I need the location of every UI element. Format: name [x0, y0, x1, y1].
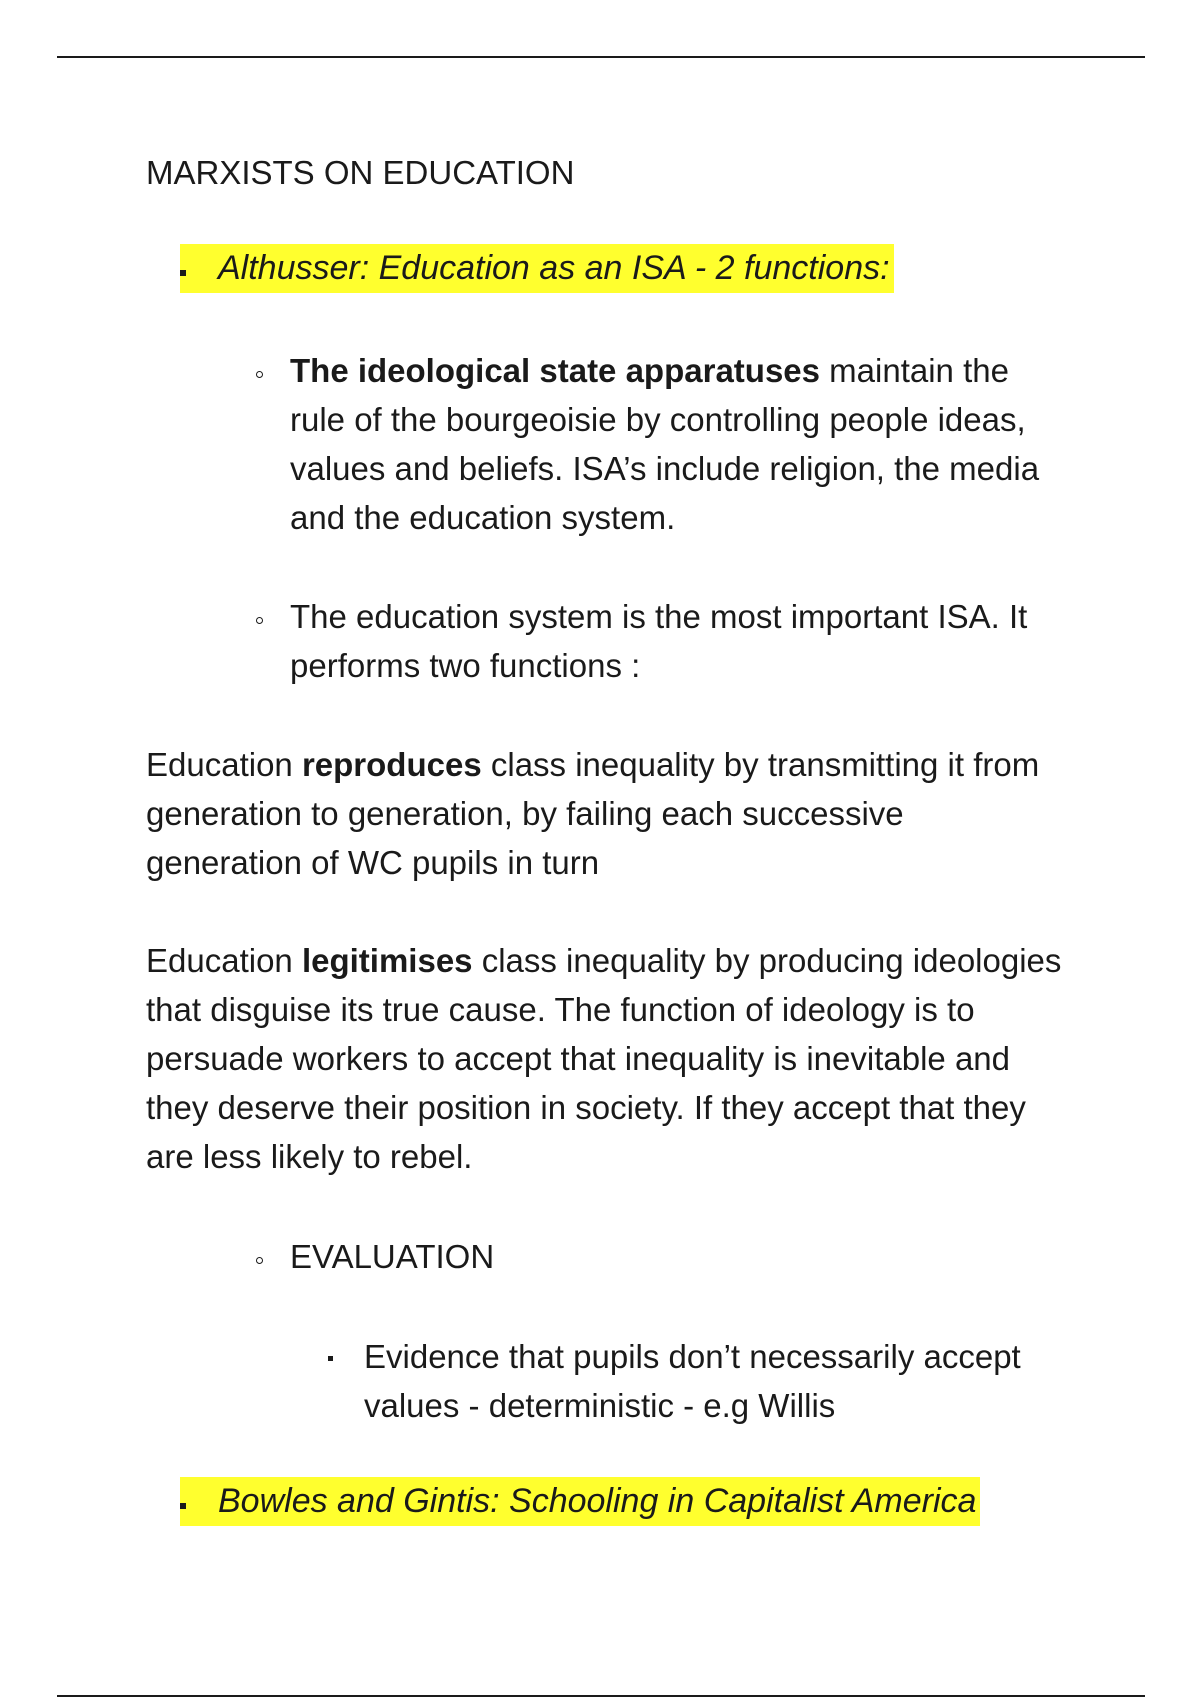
bowles-heading: Bowles and Gintis: Schooling in Capitalist America: [218, 1477, 980, 1526]
isa-list-item: [256, 346, 1056, 542]
square-bullet-icon: [180, 1503, 186, 1509]
evaluation-point-text: Evidence that pupils don’t necessarily accept values - deterministic - e.g Willis: [364, 1338, 1021, 1424]
legitimises-bold: legitimises: [301, 942, 473, 979]
althusser-heading: Althusser: Education as an ISA - 2 functions:: [218, 244, 894, 293]
reproduces-paragraph: [146, 740, 1066, 887]
bullet-marker: [328, 1332, 364, 1381]
evaluation-label: EVALUATION: [290, 1238, 495, 1275]
isa-point-bold: The ideological state apparatuses: [290, 352, 820, 389]
circle-bullet-icon: [256, 1257, 263, 1264]
bullet-marker: [180, 244, 218, 293]
evaluation-point-item: [328, 1332, 1048, 1430]
legitimises-paragraph: [146, 936, 1066, 1181]
page-title: MARXISTS ON EDUCATION: [146, 154, 575, 191]
education-point-text: The education system is the most important ISA. It performs two functions :: [290, 598, 1028, 684]
althusser-heading-item: [180, 244, 894, 293]
bottom-divider: [57, 1695, 1145, 1697]
bullet-marker: [256, 1232, 290, 1281]
education-list-item: [256, 592, 1056, 690]
reproduces-post: class inequality by transmitting it from generation to generation, by failing each successive generation of WC pupils in turn: [146, 746, 1040, 881]
isa-point-text: [290, 346, 1056, 542]
top-divider: [57, 56, 1145, 58]
bullet-marker: [256, 346, 290, 395]
bowles-heading-item: [180, 1477, 980, 1526]
isa-point-rest: maintain the rule of the bourgeoisie by controlling people ideas, values and beliefs. ISA’s include religion, the media and the education system.: [290, 352, 1040, 536]
circle-bullet-icon: [256, 617, 263, 624]
bullet-marker: [256, 592, 290, 641]
bullet-marker: [180, 1477, 218, 1526]
square-bullet-icon: [180, 270, 186, 276]
legitimises-post: class inequality by producing ideologies that disguise its true cause. The function of ideology is to persuade workers to accept that inequality is inevitable and they deserve their position in society. If they accept that they are less likely to rebel.: [146, 942, 1062, 1175]
circle-bullet-icon: [256, 371, 263, 378]
square-bullet-icon: [328, 1356, 333, 1361]
evaluation-list-item: [256, 1232, 1056, 1281]
reproduces-bold: reproduces: [301, 746, 482, 783]
legitimises-pre: Education: [146, 942, 302, 979]
reproduces-pre: Education: [146, 746, 302, 783]
